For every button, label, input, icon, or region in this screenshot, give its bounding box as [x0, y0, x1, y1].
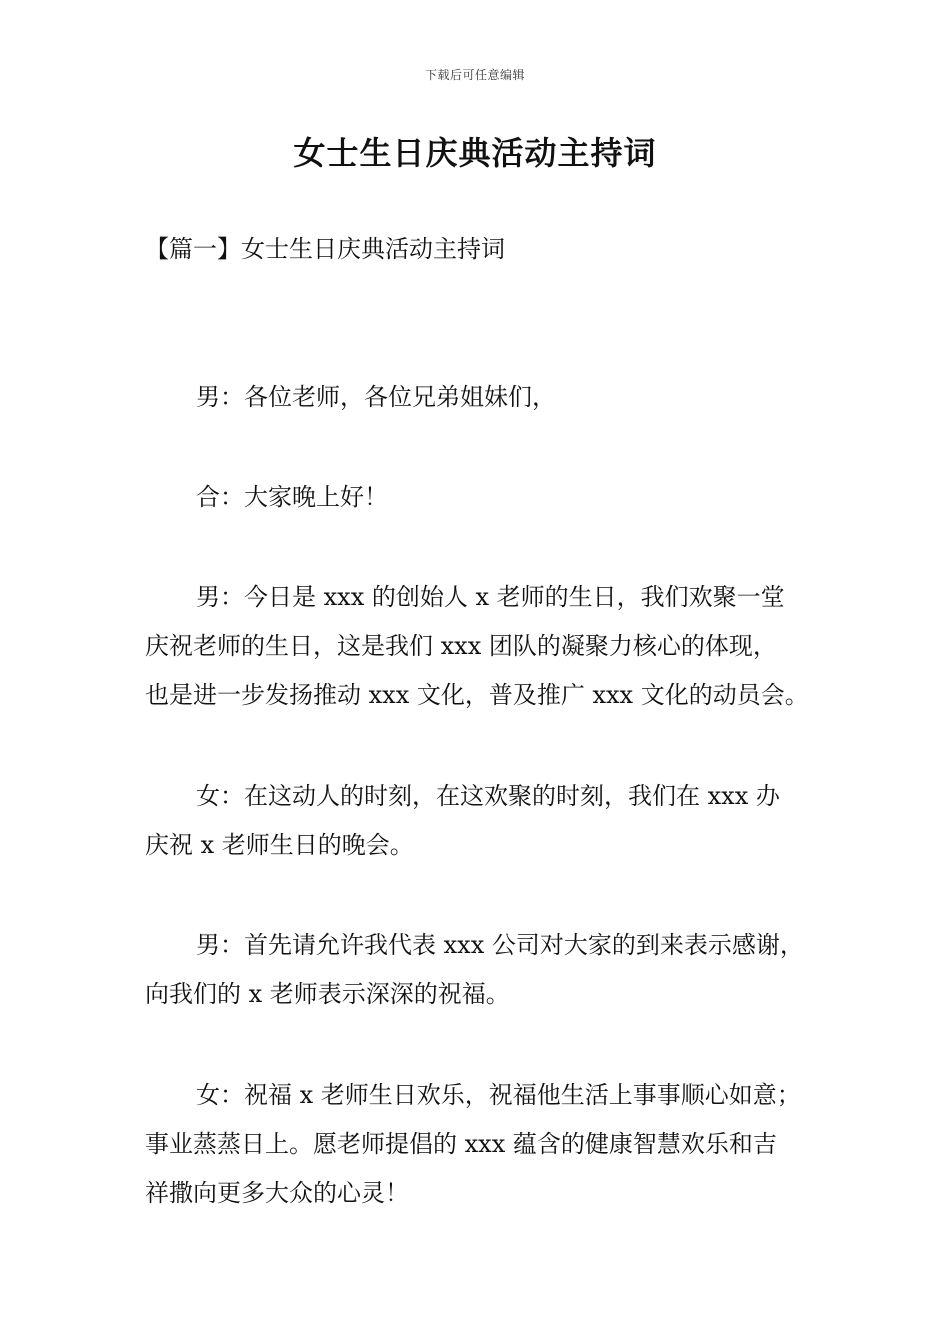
paragraph-5 [145, 921, 825, 1019]
paragraph-line: 庆祝老师的生日，这是我们 xxx 团队的凝聚力核心的体现， [145, 632, 777, 660]
paragraph-4 [145, 772, 825, 870]
paragraph-line: 合：大家晚上好！ [196, 483, 388, 511]
paragraph-line: 也是进一步发扬推动 xxx 文化，普及推广 xxx 文化的动员会。 [145, 681, 809, 709]
paragraph-line: 男：今日是 xxx 的创始人 x 老师的生日，我们欢聚一堂 [196, 583, 785, 611]
paragraph-1 [145, 373, 825, 422]
paragraph-3 [145, 573, 825, 720]
paragraph-line: 事业蒸蒸日上。愿老师提倡的 xxx 蕴含的健康智慧欢乐和吉 [145, 1130, 777, 1158]
paragraph-line: 向我们的 x 老师表示深深的祝福。 [145, 980, 510, 1008]
paragraph-6 [145, 1071, 825, 1218]
paragraph-line: 女：祝福 x 老师生日欢乐，祝福他生活上事事顺心如意； [196, 1081, 801, 1109]
paragraph-line: 庆祝 x 老师生日的晚会。 [145, 831, 414, 859]
paragraph-line: 男：各位老师，各位兄弟姐妹们， [196, 383, 556, 411]
paragraph-line: 男：首先请允许我代表 xxx 公司对大家的到来表示感谢， [196, 931, 804, 959]
paragraph-2 [145, 473, 825, 522]
paragraph-line: 祥撒向更多大众的心灵！ [145, 1179, 409, 1207]
paragraph-line: 女：在这动人的时刻，在这欢聚的时刻，我们在 xxx 办 [196, 782, 780, 810]
document-title: 女士生日庆典活动主持词 [293, 134, 657, 172]
header-note: 下载后可任意编辑 [424, 68, 525, 82]
section-heading: 【篇一】女士生日庆典活动主持词 [145, 235, 505, 263]
